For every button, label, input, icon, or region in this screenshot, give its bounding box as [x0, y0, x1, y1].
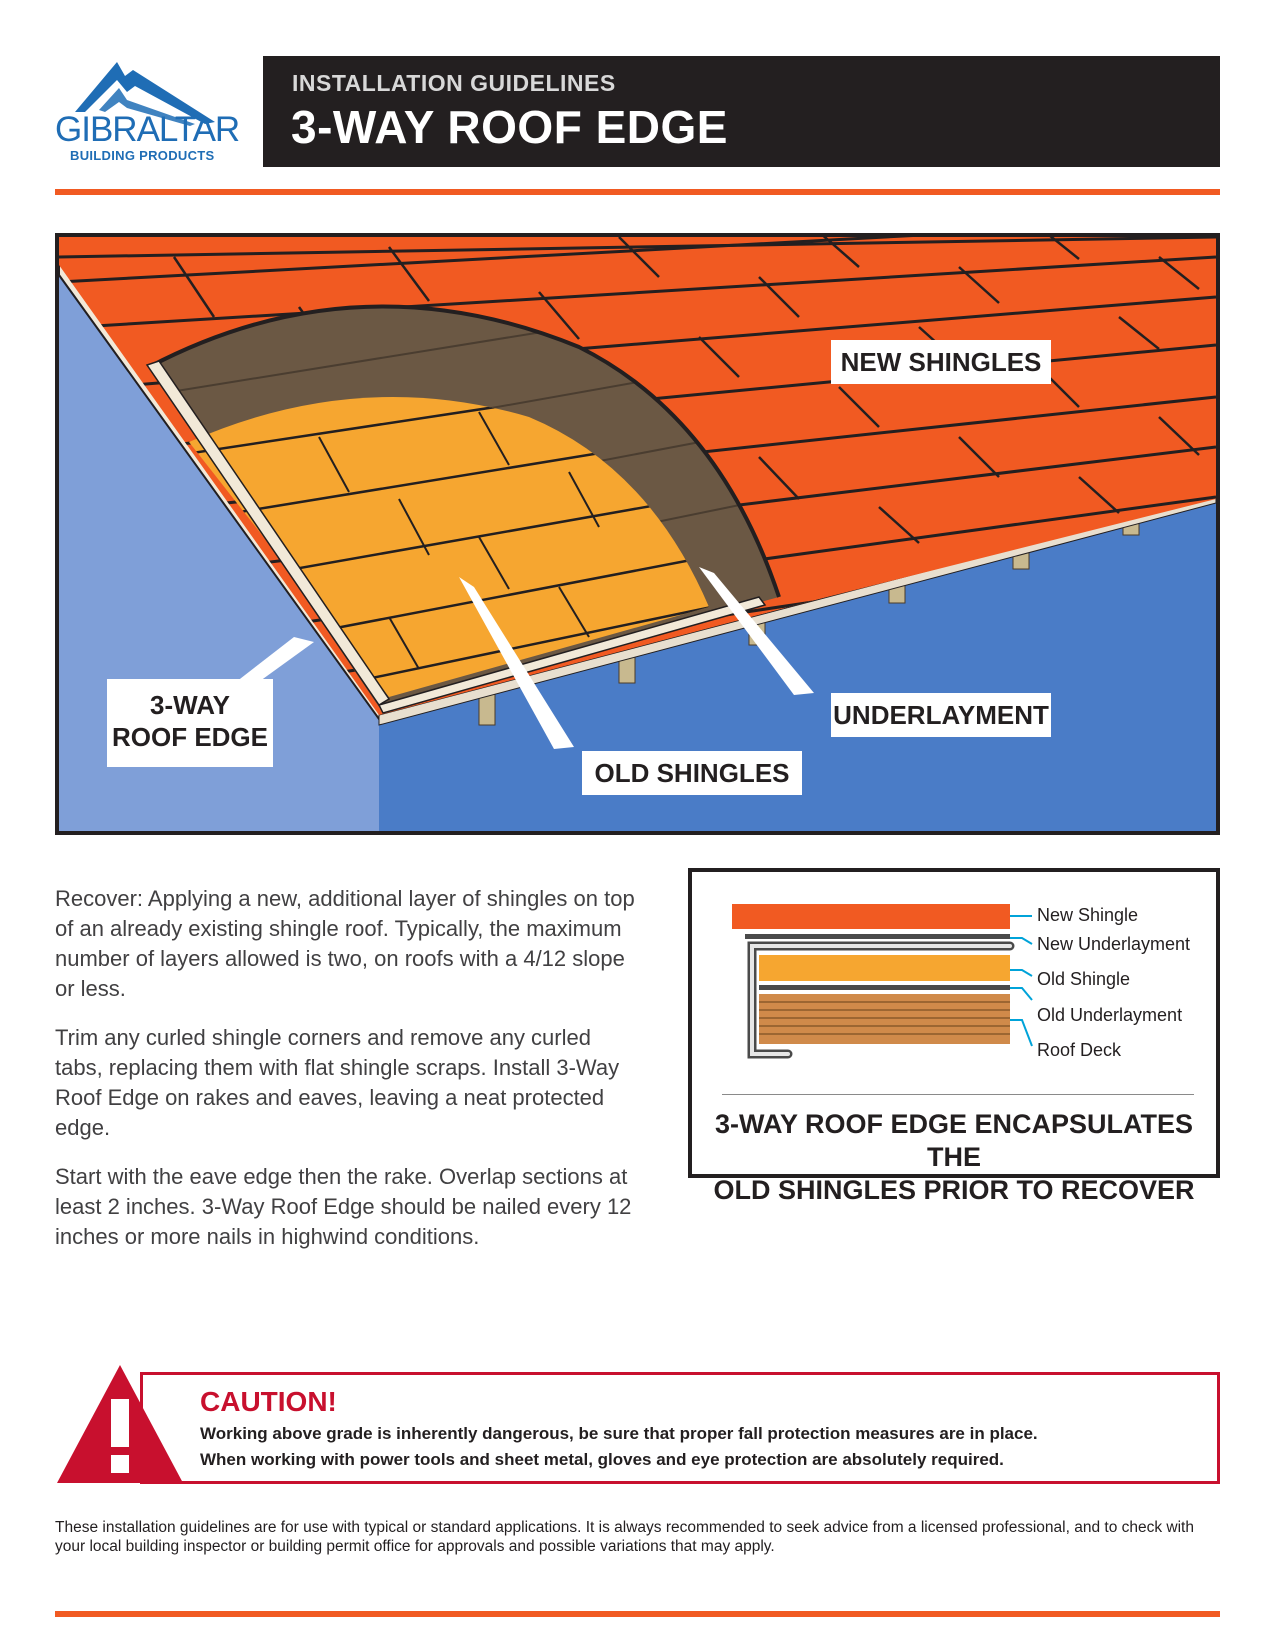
- layer-diagram: [688, 868, 1220, 1205]
- footer-divider: [55, 1611, 1220, 1617]
- caution-text-line2: When working with power tools and sheet metal, gloves and eye protection are absolutely required.: [200, 1450, 1004, 1469]
- header-kicker: INSTALLATION GUIDELINES: [292, 70, 616, 96]
- roof-illustration: [55, 233, 1220, 835]
- layer-label-roof-deck: Roof Deck: [1037, 1040, 1122, 1060]
- diagram-caption-line1: 3-WAY ROOF EDGE ENCAPSULATES THE: [714, 1109, 1194, 1172]
- callout-new-shingles: NEW SHINGLES: [831, 340, 1051, 384]
- layer-label-old-underlayment: Old Underlayment: [1037, 1005, 1183, 1025]
- callout-edge-line1: 3-WAY: [150, 690, 230, 720]
- brand-logo: [55, 52, 245, 172]
- header-divider: [55, 189, 1220, 195]
- brand-tagline: BUILDING PRODUCTS: [70, 148, 215, 163]
- layer-label-new-shingle: New Shingle: [1037, 905, 1139, 925]
- page-title: 3-WAY ROOF EDGE: [291, 101, 728, 153]
- warning-triangle-icon: [55, 1365, 185, 1485]
- diagram-caption: [692, 1108, 1216, 1207]
- brand-name: GIBRALTAR: [55, 110, 240, 149]
- callout-old-shingles: OLD SHINGLES: [582, 751, 802, 795]
- paragraph-trim-instructions: Trim any curled shingle corners and remove any curled tabs, replacing them with flat shingle scraps. Install 3-Way Roof Edge on rakes and eaves, leaving a neat protected edge.: [55, 1025, 620, 1140]
- callout-underlayment: UNDERLAYMENT: [831, 693, 1051, 737]
- diagram-caption-line2: OLD SHINGLES PRIOR TO RECOVER: [713, 1175, 1195, 1205]
- diagram-divider: [722, 1094, 1194, 1095]
- layer-label-old-shingle: Old Shingle: [1037, 969, 1131, 989]
- caution-text-line1: Working above grade is inherently dangerous, be sure that proper fall protection measures are in place.: [200, 1424, 1038, 1443]
- paragraph-nailing-instructions: Start with the eave edge then the rake. Overlap sections at least 2 inches. 3-Way Roof Edge should be nailed every 12 inches or more nails in highwind conditions.: [55, 1164, 632, 1249]
- caution-title: CAUTION!: [200, 1386, 337, 1417]
- paragraph-recover-definition: Recover: Applying a new, additional layer of shingles on top of an already existing shingle roof. Typically, the maximum number of layers allowed is two, on roofs with a 4/12 slope or less.: [55, 886, 635, 1001]
- callout-3-way-roof-edge: [107, 679, 273, 767]
- layer-label-new-underlayment: New Underlayment: [1037, 934, 1191, 954]
- callout-edge-line2: ROOF EDGE: [111, 722, 268, 752]
- footer-disclaimer: These installation guidelines are for use with typical or standard applications. It is always recommended to seek advice from a licensed professional, and to check with your local building inspector or building permit office for approvals and possible variations that may apply.: [55, 1519, 1194, 1555]
